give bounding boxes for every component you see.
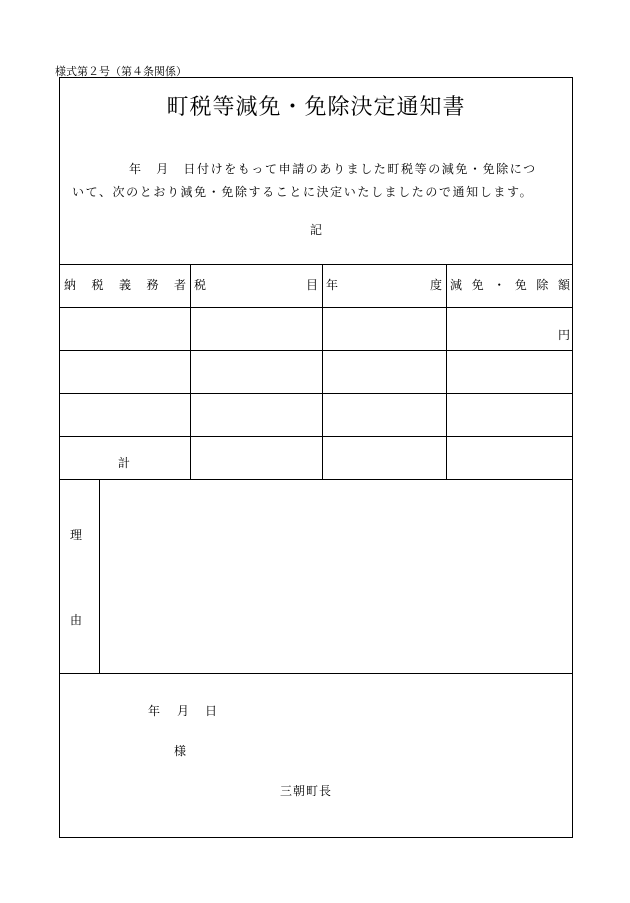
- column-divider-1: [190, 264, 191, 479]
- reason-label-char-2: 由: [70, 613, 83, 627]
- form-number-label: 様式第２号（第４条関係）: [55, 65, 187, 78]
- header-amount-char: 除: [536, 278, 549, 292]
- header-taxpayer-char: 義: [118, 278, 131, 292]
- document-title: 町税等減免・免除決定通知書: [166, 95, 466, 120]
- footer-year: 年: [148, 704, 161, 718]
- header-taxpayer-char: 務: [146, 278, 159, 292]
- reason-section-rule: [60, 673, 572, 674]
- record-label: 記: [309, 223, 322, 237]
- header-tax-item-char: 目: [305, 278, 318, 292]
- row-2-rule: [60, 393, 572, 394]
- footer-day: 日: [205, 704, 218, 718]
- header-taxpayer: [64, 264, 186, 307]
- notice-body-line-2: いて、次のとおり減免・免除することに決定いたしましたので通知します。: [72, 185, 534, 199]
- header-taxpayer-char: 納: [64, 278, 77, 292]
- header-reduction-amount: [450, 264, 570, 307]
- header-taxpayer-char: 者: [173, 278, 186, 292]
- header-amount-char: 免: [514, 278, 527, 292]
- footer-month: 月: [177, 704, 190, 718]
- notice-body-line-1: 年 月 日付けをもって申請のありました町税等の減免・免除につ: [129, 162, 537, 176]
- total-row-rule: [60, 479, 572, 480]
- header-tax-item-char: 税: [194, 278, 207, 292]
- issuer-mayor: 三朝町長: [280, 784, 333, 798]
- header-amount-char: 額: [557, 278, 570, 292]
- header-year-char: 度: [429, 278, 442, 292]
- header-amount-char: 減: [450, 278, 463, 292]
- reason-label-char-1: 理: [70, 528, 83, 542]
- header-amount-char: ・: [493, 278, 506, 292]
- header-amount-char: 免: [471, 278, 484, 292]
- notice-form: [59, 77, 573, 838]
- column-divider-2: [322, 264, 323, 479]
- column-divider-3: [446, 264, 447, 479]
- header-year-char: 年: [326, 278, 339, 292]
- row-1-rule: [60, 350, 572, 351]
- reason-divider: [99, 479, 100, 673]
- header-taxpayer-char: 税: [91, 278, 104, 292]
- yen-unit: 円: [558, 328, 571, 342]
- recipient-honorific: 様: [174, 744, 187, 758]
- notice-body: [72, 158, 560, 204]
- total-label: 計: [118, 456, 131, 470]
- header-fiscal-year: [326, 264, 442, 307]
- header-row-rule: [60, 307, 572, 308]
- header-tax-item: [194, 264, 318, 307]
- row-3-rule: [60, 436, 572, 437]
